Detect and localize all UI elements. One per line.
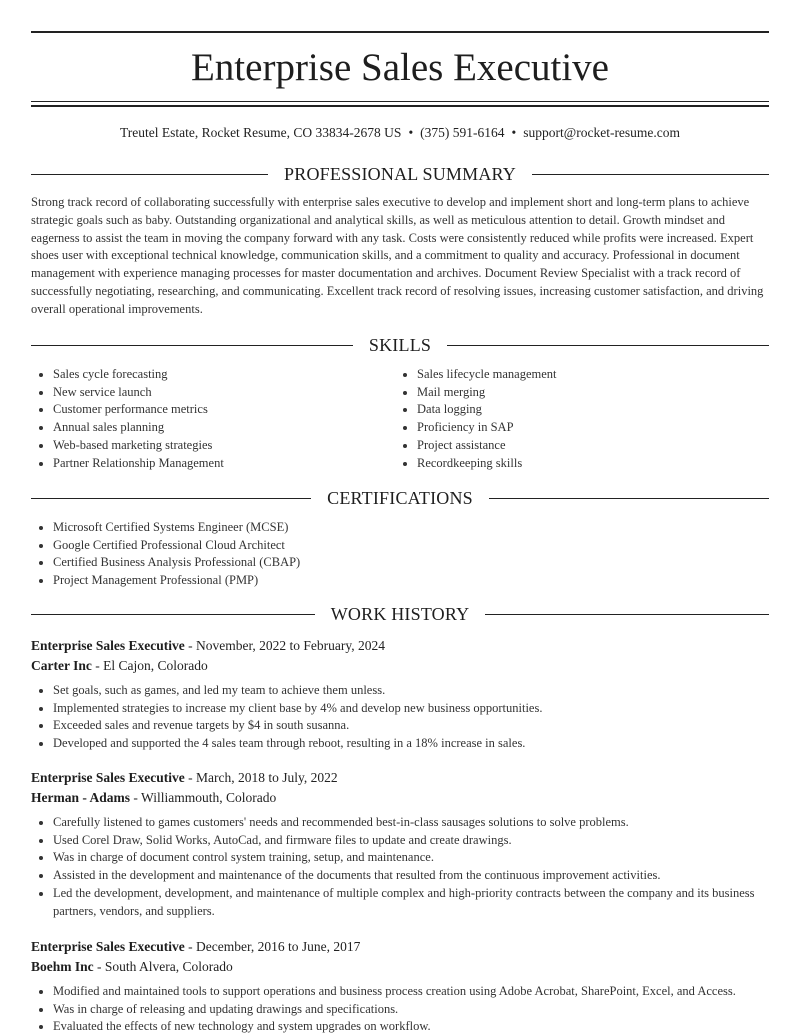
job-title: Enterprise Sales Executive	[31, 770, 185, 785]
heading-rule-left	[31, 345, 353, 346]
job-company: Boehm Inc	[31, 959, 94, 974]
certification-item: • Project Management Professional (PMP)	[53, 572, 769, 590]
job-bullet: • Carefully listened to games customers' needs and recommended best-in-class sausages solutions to solve problems.	[53, 814, 769, 832]
skills-column-left	[31, 366, 391, 472]
certification-item: • Certified Business Analysis Professional (CBAP)	[53, 554, 769, 572]
heading-rule-left	[31, 498, 311, 499]
heading-rule-left	[31, 614, 315, 615]
job-company: Herman - Adams	[31, 790, 130, 805]
certifications-list	[31, 519, 769, 590]
skill-item: • Mail merging	[417, 384, 769, 402]
skill-item: • Project assistance	[417, 437, 769, 455]
job-bullet: • Exceeded sales and revenue targets by $4 in south susanna.	[53, 717, 769, 735]
skill-item: • Annual sales planning	[53, 419, 391, 437]
heading-rule-right	[532, 174, 769, 175]
job-title: Enterprise Sales Executive	[31, 638, 185, 653]
job-entry	[31, 937, 769, 1036]
job-entry	[31, 768, 769, 920]
skill-item: • Recordkeeping skills	[417, 455, 769, 473]
job-dates: - December, 2016 to June, 2017	[184, 939, 361, 954]
job-location: - South Alvera, Colorado	[93, 959, 233, 974]
contact-email: support@rocket-resume.com	[523, 125, 681, 140]
contact-address: Treutel Estate, Rocket Resume, CO 33834-2678 US	[119, 125, 402, 140]
job-title: Enterprise Sales Executive	[31, 939, 185, 954]
job-bullet: • Evaluated the effects of new technology and system upgrades on workflow.	[53, 1018, 769, 1036]
certification-item: • Google Certified Professional Cloud Architect	[53, 537, 769, 555]
job-company-line	[31, 788, 769, 808]
job-bullet: • Developed and supported the 4 sales team through reboot, resulting in a 18% increase in sales.	[53, 735, 769, 753]
skill-item: • Sales lifecycle management	[417, 366, 769, 384]
top-rule	[31, 31, 769, 33]
job-entry	[31, 636, 769, 753]
job-bullet: • Was in charge of document control system training, setup, and maintenance.	[53, 849, 769, 867]
section-heading-certifications	[31, 486, 769, 510]
skill-item: • Data logging	[417, 401, 769, 419]
section-title: PROFESSIONAL SUMMARY	[284, 164, 516, 184]
contact-separator: •	[511, 125, 517, 140]
job-dates: - November, 2022 to February, 2024	[184, 638, 386, 653]
contact-line	[31, 123, 769, 143]
name-underline-thin	[31, 101, 769, 102]
job-bullet: • Implemented strategies to increase my client base by 4% and develop new business opportunities.	[53, 700, 769, 718]
section-heading-work-history	[31, 602, 769, 626]
heading-rule-left	[31, 174, 268, 175]
skill-item: • Proficiency in SAP	[417, 419, 769, 437]
contact-phone: (375) 591-6164	[420, 125, 505, 140]
section-heading-summary	[31, 162, 769, 186]
skills-column-right	[395, 366, 769, 472]
job-bullet: • Used Corel Draw, Solid Works, AutoCad, and firmware files to update and create drawings.	[53, 832, 769, 850]
skill-item: • New service launch	[53, 384, 391, 402]
job-bullet: • Was in charge of releasing and updating drawings and specifications.	[53, 1001, 769, 1019]
job-bullet: • Led the development, development, and maintenance of multiple complex and high-priority contracts between the company and its business partners, vendors, and suppliers.	[53, 885, 769, 920]
skill-item: • Partner Relationship Management	[53, 455, 391, 473]
job-bullets	[31, 814, 769, 920]
heading-rule-right	[489, 498, 769, 499]
job-location: - Williammouth, Colorado	[130, 790, 277, 805]
job-title-line	[31, 937, 769, 957]
job-bullet: • Modified and maintained tools to support operations and business process creation using Adobe Acrobat, SharePoint, Excel, and Access.	[53, 983, 769, 1001]
heading-rule-right	[447, 345, 769, 346]
skill-item: • Sales cycle forecasting	[53, 366, 391, 384]
job-dates: - March, 2018 to July, 2022	[184, 770, 338, 785]
job-company: Carter Inc	[31, 658, 92, 673]
job-company-line	[31, 957, 769, 977]
job-location: - El Cajon, Colorado	[91, 658, 208, 673]
section-title: CERTIFICATIONS	[327, 488, 473, 508]
job-company-line	[31, 656, 769, 676]
heading-rule-right	[485, 614, 769, 615]
summary-paragraph: Strong track record of collaborating successfully with enterprise sales executive to develop and implement short and long-term plans to achieve strategic goals such as baby. Outstanding organizational and analytical skills, as well as meticulous attention to detail. Growth mindset and eagerness to assist the team in moving the company forward with any task. Costs were consistently reduced while profits were increased. Expert shoes user with exceptional technical knowledge, communication skills, and a commitment to quality and accuracy. Professional in document management with experience managing processes for master documentation and archives. Document Review Specialist with a track record of successfully negotiating, researching, and communicating. Excellent track record of resolving issues, increasing customer satisfaction, and driving overall operational improvements.	[31, 195, 764, 316]
job-title-line	[31, 636, 769, 656]
section-heading-skills	[31, 333, 769, 357]
contact-separator: •	[408, 125, 414, 140]
skill-item: • Web-based marketing strategies	[53, 437, 391, 455]
job-bullets	[31, 983, 769, 1036]
name-underline-thick	[31, 105, 769, 107]
section-title: SKILLS	[368, 335, 432, 355]
certification-item: • Microsoft Certified Systems Engineer (MCSE)	[53, 519, 769, 537]
section-title: WORK HISTORY	[330, 604, 470, 624]
job-bullet: • Set goals, such as games, and led my team to achieve them unless.	[53, 682, 769, 700]
skill-item: • Customer performance metrics	[53, 401, 391, 419]
job-bullet: • Assisted in the development and maintenance of the documents that resulted from the continuous improvement activities.	[53, 867, 769, 885]
job-title-line	[31, 768, 769, 788]
job-bullets	[31, 682, 769, 753]
resume-name-heading: Enterprise Sales Executive	[190, 46, 609, 89]
